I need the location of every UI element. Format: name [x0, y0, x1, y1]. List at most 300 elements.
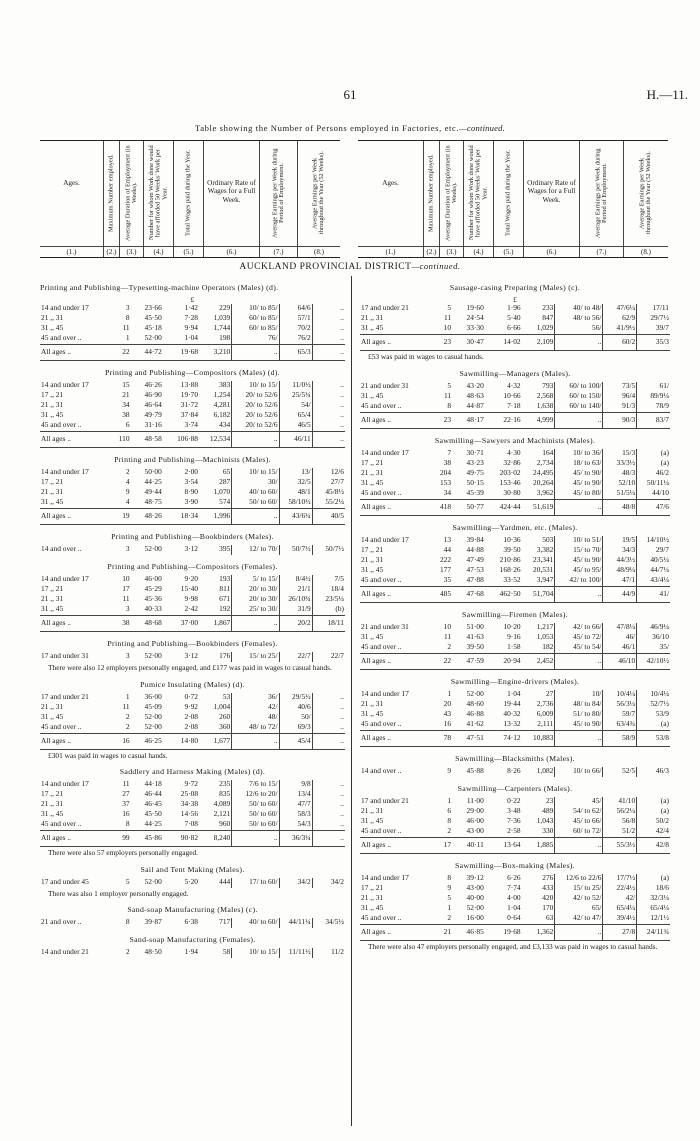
cell: 13·64 — [485, 837, 522, 853]
cell: 2 — [125, 711, 130, 721]
left-header-col-5 — [174, 141, 204, 257]
table-row — [40, 605, 345, 616]
section-table — [360, 382, 670, 429]
cell: 46/1 — [603, 643, 637, 654]
section-title: Sawmilling—Managers (Males). — [459, 368, 571, 378]
cell: 21 ,, 31 — [361, 805, 384, 815]
header-number: (1.) — [358, 246, 423, 256]
cell: 20/ to 30/ — [232, 585, 279, 595]
cell: 10/ to 85/ — [232, 304, 279, 314]
cell: All ages .. — [360, 412, 430, 428]
cell: 48/ to 72/ — [232, 723, 279, 734]
cell: 39·87 — [144, 917, 162, 927]
cell: 10·36 — [503, 534, 521, 544]
cell: 2·42 — [184, 604, 199, 614]
section-title: Printing and Publishing—Bookbinders (Males). — [111, 532, 274, 542]
cell: 2,568 — [536, 390, 554, 400]
cell: 2,452 — [522, 653, 555, 669]
cell: 45·36 — [144, 594, 162, 604]
cell: 44·25 — [144, 477, 162, 487]
right-header-col-2 — [424, 141, 440, 257]
cell: 48/ — [232, 713, 279, 723]
cell: 4 — [125, 477, 130, 487]
table-row — [360, 402, 670, 413]
table-row — [40, 545, 345, 555]
cell: 52·00 — [144, 711, 162, 721]
cell: .. — [312, 780, 345, 790]
cell: 1,029 — [536, 323, 554, 333]
cell: 17 and under 21 — [41, 691, 89, 701]
cell: All ages .. — [360, 730, 430, 746]
cell: 8·90 — [184, 487, 199, 497]
cell: 395 — [219, 544, 231, 554]
header-number: (2.) — [104, 246, 119, 256]
total-row — [360, 335, 670, 351]
table-section — [360, 437, 670, 516]
cell: 0·64 — [507, 912, 521, 922]
cell: 18/6 — [637, 884, 670, 894]
cell: 17/7½ — [603, 874, 637, 884]
cell: 31 ,, 45 — [361, 631, 384, 641]
cell: 31·16 — [144, 420, 162, 430]
section-table — [360, 874, 670, 941]
cell: 36/10 — [637, 633, 670, 643]
cell: 222 — [439, 554, 452, 564]
header-number: (7.) — [580, 246, 623, 256]
cell: 15·40 — [180, 584, 199, 594]
cell: 444 — [219, 876, 231, 886]
cell: 19/5 — [603, 536, 637, 546]
cell: 31 ,, 45 — [361, 815, 384, 825]
cell: 811 — [219, 584, 231, 594]
section-title: Printing and Publishing—Machinists (Males). — [114, 455, 271, 465]
cell: 7·74 — [507, 882, 521, 892]
cell: .. — [312, 324, 345, 334]
cell: .. — [555, 653, 603, 669]
cell: 20/ to 52/6 — [232, 421, 279, 432]
cell: 33·30 — [466, 323, 484, 333]
cell: 40/5¼ — [637, 556, 670, 566]
cell: 90/3 — [603, 412, 637, 428]
cell: (a) — [637, 449, 670, 459]
cell: All ages .. — [40, 509, 108, 525]
section-title: Printing and Publishing—Typesetting-machine Operators (Males) (d). — [40, 283, 279, 292]
cell: 7·36 — [507, 815, 521, 825]
cell: 50/ to 60/ — [232, 820, 279, 831]
cell: 19 — [108, 509, 130, 525]
table-row — [360, 827, 670, 838]
cell: All ages .. — [40, 831, 108, 847]
table-section — [40, 369, 345, 448]
cell: 2·58 — [507, 825, 521, 835]
cell: 3 — [125, 651, 130, 661]
header-number: (6.) — [204, 246, 259, 256]
cell: 21 ,, 31 — [41, 594, 64, 604]
district-name: AUCKLAND PROVINCIAL DISTRICT — [239, 262, 412, 272]
cell: 22 — [108, 345, 130, 361]
cell: 360 — [219, 721, 231, 731]
cell: .. — [312, 800, 345, 810]
cell: 52·00 — [466, 902, 484, 912]
table-section — [40, 936, 345, 958]
cell: 671 — [219, 594, 231, 604]
cell: 13/ — [279, 468, 312, 478]
header-number: (4.) — [144, 246, 173, 256]
cell: 153 — [439, 477, 452, 487]
cell: 23 — [430, 335, 453, 351]
cell: 2,734 — [536, 457, 554, 467]
total-row — [360, 499, 670, 515]
cell: 30·71 — [466, 447, 484, 457]
cell: 11·00 — [466, 795, 484, 805]
cell: .. — [232, 509, 279, 525]
cell: 45 and over .. — [361, 825, 402, 835]
cell: 12/ to 70/ — [232, 545, 279, 555]
cell: .. — [232, 432, 279, 448]
cell: 21 — [430, 924, 453, 940]
header-number: (6.) — [524, 246, 579, 256]
header-label: Number for whom Work done would have afforded 50 Weeks' Work per Year. — [147, 145, 168, 241]
cell: 10/ to 15/ — [232, 468, 279, 478]
column-divider — [351, 276, 352, 1126]
cell: 17 ,, 21 — [361, 457, 384, 467]
cell: 45 and over .. — [361, 487, 402, 497]
section-title: Sawmilling—Carpenters (Males). — [457, 783, 573, 793]
cell: .. — [312, 831, 345, 847]
cell: 59/7 — [603, 710, 637, 720]
cell: 40·33 — [144, 604, 162, 614]
cell: 58/3 — [279, 810, 312, 820]
cell: 9·94 — [184, 323, 199, 333]
section-table — [40, 304, 345, 361]
cell: 45/ to 80/ — [555, 489, 603, 500]
cell: 3·54 — [184, 477, 199, 487]
cell: 2·08 — [184, 721, 199, 731]
cell: 29/7 — [637, 546, 670, 556]
cell: 2,736 — [536, 698, 554, 708]
cell: 46·45 — [144, 799, 162, 809]
cell: 90·82 — [163, 831, 199, 847]
cell: 37 — [122, 799, 130, 809]
cell: 60/ to 140/ — [555, 402, 603, 413]
cell: 31 ,, 45 — [361, 564, 384, 574]
cell: 47·59 — [452, 653, 485, 669]
cell: 45·39 — [466, 487, 484, 497]
cell: 17 and under 21 — [361, 303, 409, 313]
cell: 7/5 — [312, 575, 345, 585]
cell: 8 — [125, 917, 130, 927]
cell: 7 — [447, 447, 452, 457]
cell: 11 — [122, 701, 130, 711]
cell: 2 — [125, 467, 130, 477]
cell: 2 — [125, 947, 130, 957]
cell: 46·44 — [144, 789, 162, 799]
cell: 6·66 — [507, 323, 521, 333]
cell: 45 and over .. — [41, 333, 82, 343]
cell: 46·25 — [131, 733, 163, 749]
cell: 15/ to 25/ — [555, 884, 603, 894]
cell: 6·26 — [507, 872, 521, 882]
cell: 10/ to 36/ — [555, 449, 603, 459]
cell: 44·18 — [144, 779, 162, 789]
cell: 5 — [447, 303, 452, 313]
cell: 4,281 — [213, 400, 231, 410]
left-header-col-4 — [144, 141, 174, 257]
table-section — [360, 785, 670, 854]
cell: 0·72 — [184, 691, 199, 701]
cell: 25·08 — [180, 789, 199, 799]
cell: 46·64 — [144, 400, 162, 410]
section-table — [360, 767, 670, 777]
cell: 21 ,, 31 — [361, 467, 384, 477]
cell: 31 ,, 45 — [41, 711, 64, 721]
cell: 20/ to 52/6 — [232, 391, 279, 401]
table-row — [40, 918, 345, 928]
cell: 5 — [125, 876, 130, 886]
cell: 38 — [122, 410, 130, 420]
cell: 20·94 — [485, 653, 522, 669]
cell: 22/7 — [279, 652, 312, 662]
cell: 45·88 — [466, 765, 484, 775]
cell: 50/ to 60/ — [232, 498, 279, 509]
cell: 21 ,, 31 — [41, 487, 64, 497]
header-label: Average Earnings per Week throughout the Year (52 Weeks). — [311, 151, 325, 235]
cell: (a) — [637, 874, 670, 884]
cell: 44/7¼ — [637, 566, 670, 576]
header-number: (2.) — [424, 246, 439, 256]
cell: 15/ to 25/ — [232, 652, 279, 662]
cell: .. — [312, 334, 345, 345]
total-row — [360, 730, 670, 746]
cell: 6,009 — [536, 708, 554, 718]
cell: 16·00 — [466, 912, 484, 922]
cell: 21 ,, 31 — [41, 313, 64, 323]
cell: 14 and under 17 — [361, 688, 409, 698]
cell: 34/2 — [312, 878, 345, 888]
cell: 18/4 — [312, 585, 345, 595]
header-number: (3.) — [440, 246, 463, 256]
header-number: (8.) — [298, 246, 340, 256]
cell: 485 — [430, 586, 453, 602]
cell: 21 ,, 31 — [41, 799, 64, 809]
cell: 235 — [219, 779, 231, 789]
cell: 960 — [219, 819, 231, 829]
cell: 20 — [443, 698, 452, 708]
cell: (a) — [637, 720, 670, 731]
cell: 22·16 — [485, 412, 522, 428]
section-table — [360, 536, 670, 603]
cell: 45 and over .. — [41, 420, 82, 430]
table-row — [40, 820, 345, 831]
cell: 52/5 — [603, 767, 637, 777]
header-number: (8.) — [624, 246, 668, 256]
cell: 45·86 — [131, 831, 163, 847]
cell: 1,039 — [213, 313, 231, 323]
cell: 17 and under 45 — [41, 876, 89, 886]
header-label: Average Earnings per Week during Period of Employment. — [270, 148, 285, 238]
cell: 10·66 — [503, 390, 521, 400]
cell: 6·38 — [184, 917, 199, 927]
cell: 2,121 — [213, 809, 231, 819]
cell: 51·00 — [466, 621, 484, 631]
left-header-col-2 — [104, 141, 120, 257]
cell: 30·47 — [452, 335, 485, 351]
cell: 56/2¼ — [603, 807, 637, 817]
cell: 62/9 — [603, 314, 637, 324]
section-table — [360, 449, 670, 516]
left-header-col-1 — [40, 141, 104, 257]
table-row — [360, 720, 670, 731]
cell: 33·52 — [503, 574, 521, 584]
cell: 54/ — [279, 401, 312, 411]
cell: 14 and over .. — [41, 544, 82, 554]
cell: 57/1 — [279, 314, 312, 324]
cell: 42/ to 66/ — [555, 623, 603, 633]
cell: 38 — [108, 616, 130, 632]
cell: 1,744 — [213, 323, 231, 333]
cell: 177 — [439, 564, 452, 574]
cell: .. — [232, 345, 279, 361]
table-section — [40, 533, 345, 555]
cell: 48/8 — [603, 499, 637, 515]
table-row — [40, 878, 345, 888]
section-table — [40, 948, 345, 958]
cell: 11 — [122, 594, 130, 604]
cell: 34 — [122, 400, 130, 410]
cell: 3 — [125, 303, 130, 313]
table-section — [40, 681, 345, 760]
header-label: Average Earnings per Week throughout the Year (52 Weeks). — [638, 151, 652, 235]
cell: (b) — [312, 605, 345, 616]
total-row — [360, 412, 670, 428]
header-label: Number for whom Work done would have afforded 50 Weeks' Work per Year. — [467, 145, 488, 241]
cell: 54/ to 62/ — [555, 807, 603, 817]
cell: 25/5¼ — [279, 391, 312, 401]
cell: 420 — [542, 892, 554, 902]
left-column — [40, 276, 345, 958]
section-title: Saddlery and Harness Making (Males) (d). — [119, 767, 266, 777]
cell: 30/ — [232, 478, 279, 488]
cell: 50·15 — [466, 477, 484, 487]
cell: 5·40 — [507, 313, 521, 323]
cell: 39·50 — [466, 641, 484, 651]
cell: 48/1 — [279, 488, 312, 498]
cell: 35/ — [637, 643, 670, 654]
cell: 24·54 — [466, 313, 484, 323]
cell: 58/10½ — [279, 498, 312, 509]
cell: 5/ to 15/ — [232, 575, 279, 585]
cell: 10/ to 15/ — [232, 381, 279, 391]
cell: 424·44 — [485, 499, 522, 515]
cell: 23 — [545, 795, 554, 805]
total-row — [40, 509, 345, 525]
cell: 55/3½ — [603, 837, 637, 853]
header-label: Average Duration of Employment (in Weeks). — [443, 145, 458, 241]
cell: .. — [312, 703, 345, 713]
cell: 24,495 — [533, 467, 554, 477]
cell: 23,341 — [533, 554, 554, 564]
cell: 170 — [542, 902, 554, 912]
cell: 41/10 — [603, 797, 637, 807]
cell: 12,534 — [199, 432, 232, 448]
section-table — [360, 623, 670, 670]
cell: 176 — [219, 651, 231, 661]
cell: 45·50 — [144, 313, 162, 323]
left-header-col-7 — [260, 141, 298, 257]
cell: 10/ to 51/ — [555, 536, 603, 546]
cell: 20/ to 52/6 — [232, 401, 279, 411]
section-table — [360, 304, 670, 351]
cell: 51/5¼ — [603, 489, 637, 500]
total-row — [360, 653, 670, 669]
cell: 330 — [542, 825, 554, 835]
cell: 13 — [443, 534, 452, 544]
cell: 47·88 — [466, 574, 484, 584]
cell: 29/5½ — [279, 693, 312, 703]
cell: 14 and under 17 — [41, 574, 89, 584]
cell: 60/ to 100/ — [555, 382, 603, 392]
cell: 63/4¾ — [603, 720, 637, 731]
cell: 44·72 — [131, 345, 163, 361]
cell: 65/4¼ — [603, 904, 637, 914]
section-table — [40, 575, 345, 632]
cell: 35 — [443, 574, 452, 584]
cell: 10 — [122, 574, 130, 584]
cell: 203·02 — [499, 467, 521, 477]
cell: 44/9 — [603, 586, 637, 602]
cell: 47/6¼ — [603, 304, 637, 314]
cell: 1,362 — [522, 924, 555, 940]
cell: 64/6 — [279, 304, 312, 314]
cell: 41/9½ — [603, 324, 637, 335]
cell: 27/7 — [312, 478, 345, 488]
cell: 45·29 — [144, 584, 162, 594]
cell: 99 — [108, 831, 130, 847]
section-table — [40, 918, 345, 928]
cell: 7/6 to 15/ — [232, 780, 279, 790]
cell: 11/2 — [312, 948, 345, 958]
pound-sign: £ — [190, 294, 195, 304]
cell: 14/10½ — [637, 536, 670, 546]
cell: 14·02 — [485, 335, 522, 351]
cell: 60/ to 85/ — [232, 324, 279, 334]
cell: 43 — [443, 708, 452, 718]
cell: 18/11 — [312, 616, 345, 632]
cell: 16 — [122, 809, 130, 819]
column-header-left — [40, 140, 340, 258]
cell: 53 — [222, 691, 231, 701]
cell: 1,004 — [213, 701, 231, 711]
cell: 106·88 — [163, 432, 199, 448]
cell: 42/ to 100/ — [555, 576, 603, 587]
table-section — [40, 866, 345, 898]
table-section — [360, 755, 670, 777]
table-row — [360, 914, 670, 925]
cell: 2,109 — [522, 335, 555, 351]
cell: 847 — [542, 313, 554, 323]
cell: 10/4¼ — [637, 690, 670, 700]
cell: 46/ — [603, 633, 637, 643]
cell: 34/5½ — [312, 918, 345, 928]
header-label: Ordinary Rate of Wages for a Full Week. — [527, 179, 576, 204]
table-row — [360, 576, 670, 587]
cell: 50/ to 60/ — [232, 810, 279, 820]
cell: 1,254 — [213, 390, 231, 400]
cell: 31 ,, 45 — [41, 323, 64, 333]
cell: 793 — [542, 380, 554, 390]
cell: 46·85 — [452, 924, 485, 940]
cell: 51,704 — [522, 586, 555, 602]
